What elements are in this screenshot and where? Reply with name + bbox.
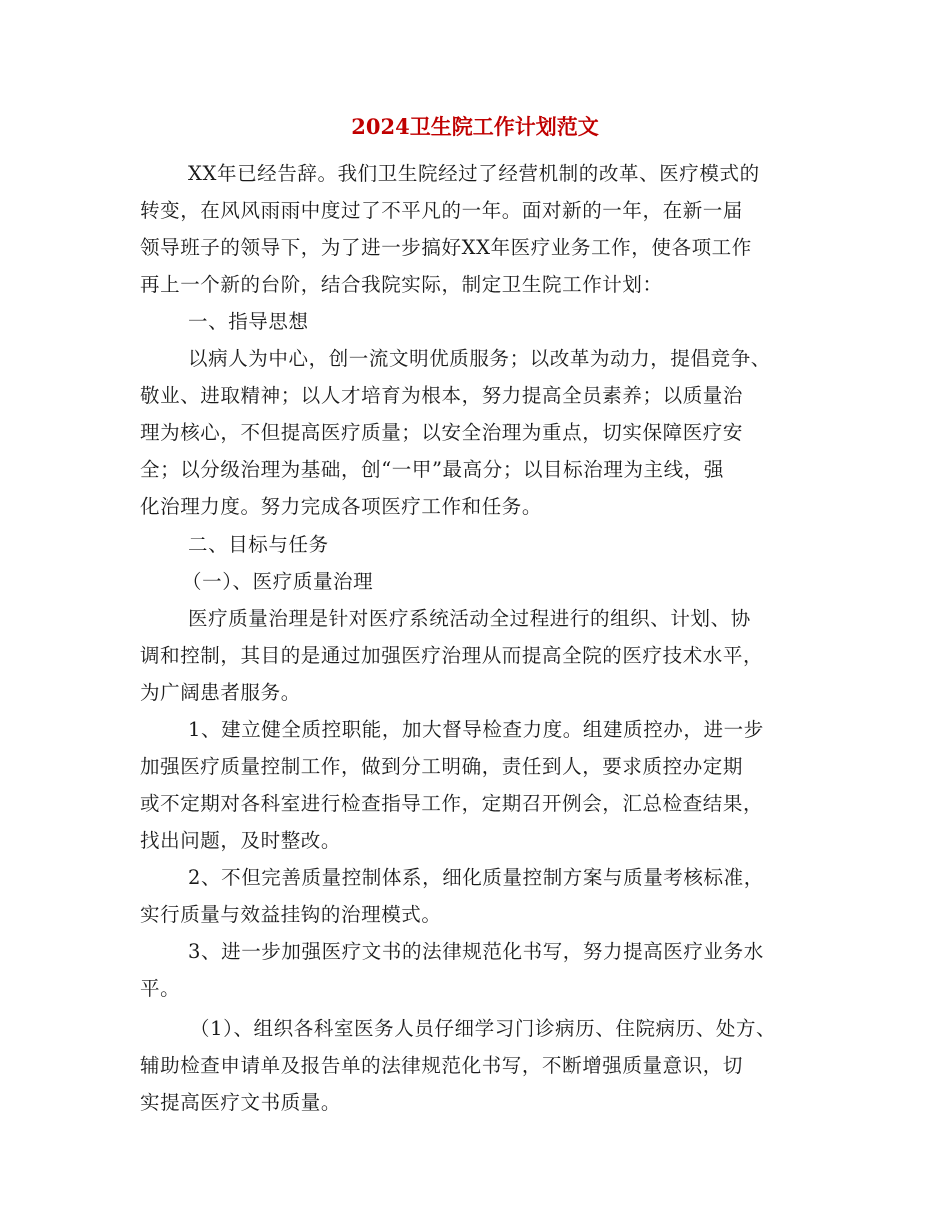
paragraph-line: 2、不但完善质量控制体系，细化质量控制方案与质量考核标准， <box>188 866 764 889</box>
document-title: 2024卫生院工作计划范文 <box>351 114 599 139</box>
paragraph-line: 或不定期对各科室进行检查指导工作，定期召开例会，汇总检查结果， <box>140 792 764 815</box>
paragraph-line: 理为核心，不但提高医疗质量；以安全治理为重点，切实保障医疗安 <box>140 421 744 444</box>
paragraph-line: 再上一个新的台阶，结合我院实际，制定卫生院工作计划： <box>140 273 663 296</box>
section-heading: 一、指导思想 <box>188 310 309 333</box>
paragraph-line: 实行质量与效益挂钩的治理模式。 <box>140 903 442 926</box>
paragraph-line: 调和控制，其目的是通过加强医疗治理从而提高全院的医疗技术水平， <box>140 644 764 667</box>
paragraph-line: 1、建立健全质控职能，加大督导检查力度。组建质控办，进一步 <box>188 718 764 741</box>
paragraph-line: 敬业、进取精神；以人才培育为根本，努力提高全员素养；以质量治 <box>140 384 744 407</box>
paragraph-line: 转变，在风风雨雨中度过了不平凡的一年。面对新的一年，在新一届 <box>140 199 744 222</box>
section-heading: 二、目标与任务 <box>188 533 329 556</box>
paragraph-line: 平。 <box>140 977 181 1000</box>
paragraph-line: 找出问题，及时整改。 <box>140 829 342 852</box>
paragraph-line: XX年已经告辞。我们卫生院经过了经营机制的改革、医疗模式的 <box>188 162 760 185</box>
paragraph-line: 为广阔患者服务。 <box>140 681 301 704</box>
paragraph-line: 领导班子的领导下，为了进一步搞好XX年医疗业务工作，使各项工作 <box>140 236 752 259</box>
paragraph-line: 实提高医疗文书质量。 <box>140 1091 342 1114</box>
paragraph-line: 全；以分级治理为基础，创“一甲”最高分；以目标治理为主线，强 <box>140 458 724 481</box>
paragraph-line: 化治理力度。努力完成各项医疗工作和任务。 <box>140 495 543 518</box>
paragraph-line: 辅助检查申请单及报告单的法律规范化书写，不断增强质量意识，切 <box>140 1054 744 1077</box>
paragraph-line: 加强医疗质量控制工作，做到分工明确，责任到人，要求质控办定期 <box>140 755 744 778</box>
paragraph-line: （1）、组织各科室医务人员仔细学习门诊病历、住院病历、处方、 <box>190 1017 777 1040</box>
paragraph-line: 以病人为中心，创一流文明优质服务；以改革为动力，提倡竞争、 <box>188 347 771 370</box>
subsection-heading: （一）、医疗质量治理 <box>182 570 374 593</box>
paragraph-line: 医疗质量治理是针对医疗系统活动全过程进行的组织、计划、协 <box>188 607 751 630</box>
paragraph-line: 3、进一步加强医疗文书的法律规范化书写，努力提高医疗业务水 <box>188 940 764 963</box>
